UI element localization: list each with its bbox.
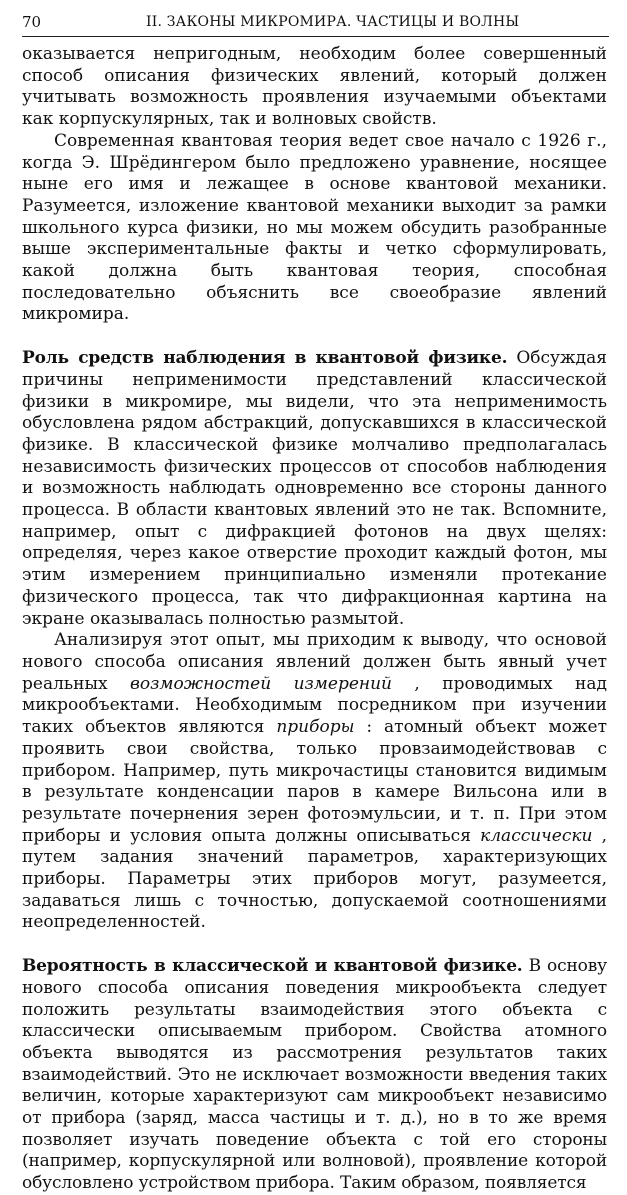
page-content: [22, 44, 607, 1195]
section-title: Роль средств наблюдения в квантовой физике.: [22, 348, 508, 369]
paragraph-text: В основу нового способа описания поведения микрообъекта следует положить результаты взаимодействия этого объекта с классически описываемым прибором. Свойства атомного объекта выводятся из рассмотрения результатов таких взаимодействий. Это не исключает возможности введения таких величин, которые характеризуют сам микрообъект независимо от прибора (заряд, масса частицы и т. д.), но в то же время позволяет изучать поведение объекта с той его стороны (например, корпускулярной или волновой), проявление которой обусловлено устройством прибора. Таким образом, появляется: [22, 956, 607, 1194]
paragraph-text-part: , путем задания значений параметров, характеризующих приборы. Параметры этих приборов могут, разумеется, задаваться лишь с точностью, допускаемой соотношениями неопределенностей.: [22, 825, 607, 933]
paragraph-text-part: : атомный объект может проявить свои свойства, только провзаимодействовав с прибором. Например, путь микрочастицы становится видимым в результате конденсации паров в камере Вильсона или в результате почернения зерен фотоэмульсии, и т. п. При этом приборы и условия опыта должны описываться: [22, 717, 608, 846]
emphasized-word: классически: [480, 825, 593, 846]
section-observation-role: [22, 348, 607, 630]
paragraph-text: оказывается непригодным, необходим более совершенный способ описания физических явлений, который должен учитывать возможность проявления изучаемыми объектами как корпускулярных, так и волновых свойств.: [22, 44, 607, 130]
section-title: Вероятность в классической и квантовой физике.: [22, 956, 523, 977]
paragraph-text: Обсуждая причины неприменимости представлений классической физики в микромире, мы видели, что эта неприменимость обусловлена рядом абстракций, допускавшихся в классической физике. В классической физике молчаливо предполагалась независимость физических процессов от способов наблюдения и возможность наблюдать одновременно все стороны данного процесса. В области квантовых явлений это не так. Вспомните, например, опыт с дифракцией фотонов на двух щелях: определяя, через какое отверстие проходит каждый фотон, мы этим измерением принципиально изменяли протекание физического процесса, так что дифракционная картина на экране оказывалась полностью размытой.: [22, 348, 608, 629]
running-title: II. ЗАКОНЫ МИКРОМИРА. ЧАСТИЦЫ И ВОЛНЫ: [146, 14, 520, 30]
paragraph-text: Современная квантовая теория ведет свое начало с 1926 г., когда Э. Шрёдингером было предложено уравнение, носящее ныне его имя и лежащее в основе квантовой механики. Разумеется, изложение квантовой механики выходит за рамки школьного курса физики, но мы можем обсудить разобранные выше экспериментальные факты и четко сформулировать, какой должна быть квантовая теория, способная последовательно объяснить все своеобразие явлений микромира.: [22, 130, 607, 325]
page-number: 70: [22, 13, 42, 31]
paragraph-quantum-theory-origin: [22, 131, 607, 326]
paragraph-continuation: [22, 44, 607, 131]
emphasized-word: приборы: [276, 717, 355, 738]
paragraph-text-part: Анализируя этот опыт, мы приходим к выводу, что основой нового способа описания явлений должен быть явный учет реальных: [22, 630, 607, 694]
emphasized-phrase: возможностей измерений: [130, 673, 392, 694]
section-probability: [22, 956, 607, 1195]
paragraph-measurement-analysis: [22, 630, 607, 934]
page-header: [22, 12, 609, 37]
paragraph-text-part: , проводимых над микрообъектами. Необходимым посредником при изучении таких объектов являются: [22, 673, 607, 738]
